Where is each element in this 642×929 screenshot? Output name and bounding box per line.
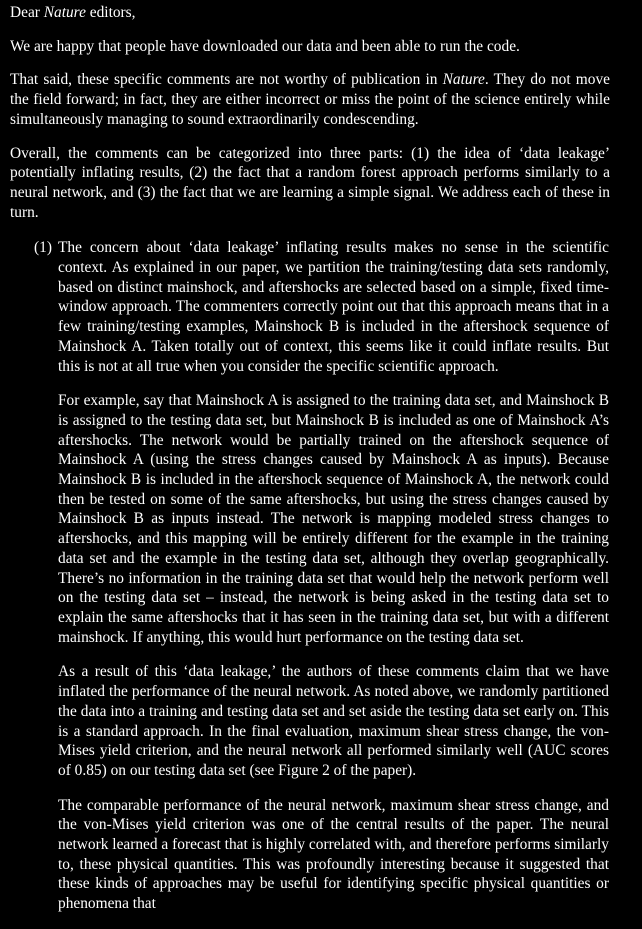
paragraph-not-worthy-after: . They do not move the field forward; in fact, they are either incorrect or miss the point of the science entirely while simultaneously managing to sound extraordinarily condescending. [10,71,610,128]
paragraph-intro: We are happy that people have downloaded our data and been able to run the code. [10,37,520,55]
greeting [10,3,610,23]
paragraph-overview: Overall, the comments can be categorized into three parts: (1) the idea of ‘data leakage’ potentially inflating results, (2) the fact that a random forest approach performs similarly to a neural network, and (3) the fact that we are learning a simple signal. We address each of these in turn. [10,144,610,221]
item-paragraph-2: For example, say that Mainshock A is assigned to the training data set, and Mainshock B is assigned to the testing data set, but Mainshock B is included as one of Mainshock A’s aftershocks. The network would be partially trained on the aftershock sequence of Mainshock A (using the stress changes caused by Mainshock A as inputs). Because Mainshock B is included in the aftershock sequence of Mainshock A, the network could then be tested on some of the same aftershocks, but using the stress changes caused by Mainshock B as inputs instead. The network is mapping modeled stress changes to aftershocks, and this mapping will be entirely different for the example in the training data set and the example in the testing data set, although they overlap geographically. There’s no information in the training data set that would help the network perform well on the testing data set – instead, the network is being asked in the testing data set to explain the same aftershocks that it has seen in the training data set, but with a different mainshock. If anything, this would hurt performance on the testing data set. [58,392,609,646]
greeting-journal: Nature [43,4,86,21]
paragraph-not-worthy-journal: Nature [442,71,485,89]
list-item-number: (1) [34,239,52,257]
paragraph-not-worthy-before: That said, these specific comments are not worthy of publication in [10,71,443,89]
greeting-suffix: editors, [85,4,136,21]
item-paragraph-4: The comparable performance of the neural network, maximum shear stress change, and the von-Mises yield criterion was one of the central results of the paper. The neural network learned a forecast that is highly correlated with, and therefore performs similarly to, these physical quantities. This was profoundly interesting because it suggested that these kinds of approaches may be useful for identifying specific physical quantities or phenomena that [58,796,609,913]
greeting-prefix: Dear [10,4,44,21]
paragraph-not-worthy [10,70,610,129]
letter-page [10,3,610,929]
item-paragraph-3: As a result of this ‘data leakage,’ the authors of these comments claim that we have inflated the performance of the neural network. As noted above, we randomly partitioned the data into a training and testing data set and set aside the testing data set early on. This is a standard approach. In the final evaluation, maximum shear stress change, the von-Mises yield criterion, and the neural network all performed similarly well (AUC scores of 0.85) on our testing data set (see Figure 2 of the paper). [58,663,609,779]
item-paragraph-1: The concern about ‘data leakage’ inflating results makes no sense in the scientific context. As explained in our paper, we partition the training/testing data sets randomly, based on distinct mainshock, and aftershocks are selected based on a simple, fixed time-window approach. The commenters correctly point out that this approach means that in a few training/testing examples, Mainshock B is included in the aftershock sequence of Mainshock A. Taken totally out of context, this seems like it could inflate results. But this is not at all true when you consider the specific scientific approach. [58,239,609,375]
list-item-data-leakage [34,238,609,914]
